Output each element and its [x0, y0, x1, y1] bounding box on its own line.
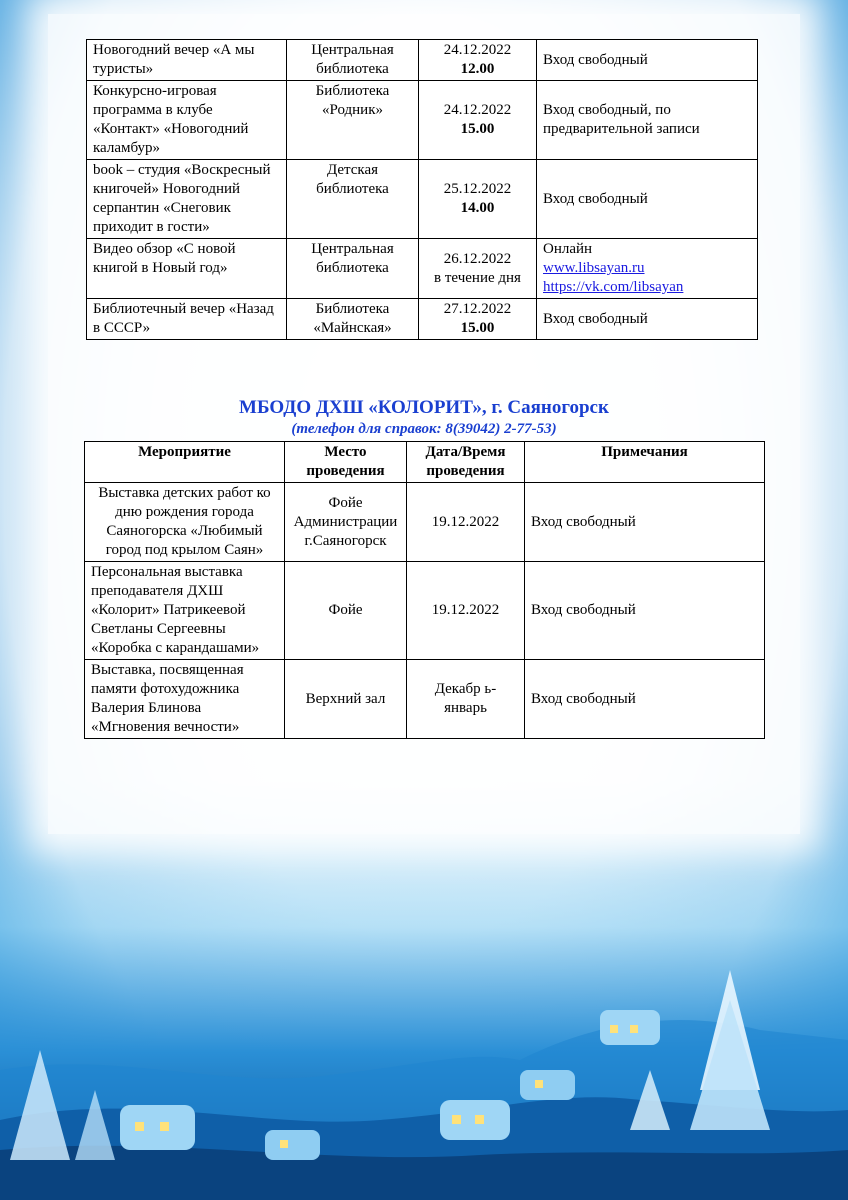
header-place: Место проведения [285, 442, 407, 483]
place-cell: Верхний зал [285, 660, 407, 739]
note-cell: Вход свободный [525, 483, 765, 562]
date-cell: 19.12.2022 [407, 562, 525, 660]
art-school-events-table [84, 441, 765, 739]
event-cell: Библиотечный вечер «Назад в СССР» [87, 299, 287, 340]
date-cell: 27.12.2022 15.00 [419, 299, 537, 340]
date-cell: 24.12.2022 15.00 [419, 81, 537, 160]
note-cell: Вход свободный [525, 660, 765, 739]
libraries-events-table [86, 39, 758, 340]
note-cell: Вход свободный [537, 40, 758, 81]
date-cell: 24.12.2022 12.00 [419, 40, 537, 81]
place-cell: Библиотека «Родник» [287, 81, 419, 160]
event-cell: Новогодний вечер «А мы туристы» [87, 40, 287, 81]
place-cell: Библиотека «Майнская» [287, 299, 419, 340]
event-cell: Персональная выставка преподавателя ДХШ «Колорит» Патрикеевой Светланы Сергеевны «Коробка с карандашами» [85, 562, 285, 660]
date-cell: 19.12.2022 [407, 483, 525, 562]
table-header-row [85, 442, 765, 483]
note-cell: Вход свободный, по предварительной записи [537, 81, 758, 160]
event-cell: Конкурсно-игровая программа в клубе «Контакт» «Новогодний каламбур» [87, 81, 287, 160]
header-note: Примечания [525, 442, 765, 483]
table-row [85, 483, 765, 562]
event-cell: Видео обзор «С новой книгой в Новый год» [87, 239, 287, 299]
event-cell: book – студия «Воскресный книгочей» Новогодний серпантин «Снеговик приходит в гости» [87, 160, 287, 239]
date-cell: Декабр ь- январь [407, 660, 525, 739]
section-subtitle: (телефон для справок: 8(39042) 2-77-53) [291, 421, 557, 437]
place-cell: Фойе [285, 562, 407, 660]
place-cell: Центральная библиотека [287, 239, 419, 299]
table-row [87, 239, 758, 299]
event-cell: Выставка, посвященная памяти фотохудожника Валерия Блинова «Мгновения вечности» [85, 660, 285, 739]
site-link[interactable]: www.libsayan.ru [543, 260, 645, 276]
winter-village-illustration [0, 900, 848, 1200]
vk-link[interactable]: https://vk.com/libsayan [543, 279, 684, 295]
table-row [87, 160, 758, 239]
table-row [85, 660, 765, 739]
section-title: МБОДО ДХШ «КОЛОРИТ», г. Саяногорск [239, 397, 609, 418]
header-event: Мероприятие [85, 442, 285, 483]
place-cell: Фойе Администрации г.Саяногорск [285, 483, 407, 562]
table-row [87, 40, 758, 81]
note-cell: Вход свободный [537, 299, 758, 340]
date-cell: 25.12.2022 14.00 [419, 160, 537, 239]
note-cell: Вход свободный [525, 562, 765, 660]
date-cell: 26.12.2022 в течение дня [419, 239, 537, 299]
place-cell: Центральная библиотека [287, 40, 419, 81]
place-cell: Детская библиотека [287, 160, 419, 239]
table-row [85, 562, 765, 660]
table-row [87, 81, 758, 160]
note-cell [537, 239, 758, 299]
header-date: Дата/Время проведения [407, 442, 525, 483]
note-text: Онлайн [543, 241, 593, 257]
note-cell: Вход свободный [537, 160, 758, 239]
table-row [87, 299, 758, 340]
event-cell: Выставка детских работ ко дню рождения города Саяногорска «Любимый город под крылом Саян» [85, 483, 285, 562]
